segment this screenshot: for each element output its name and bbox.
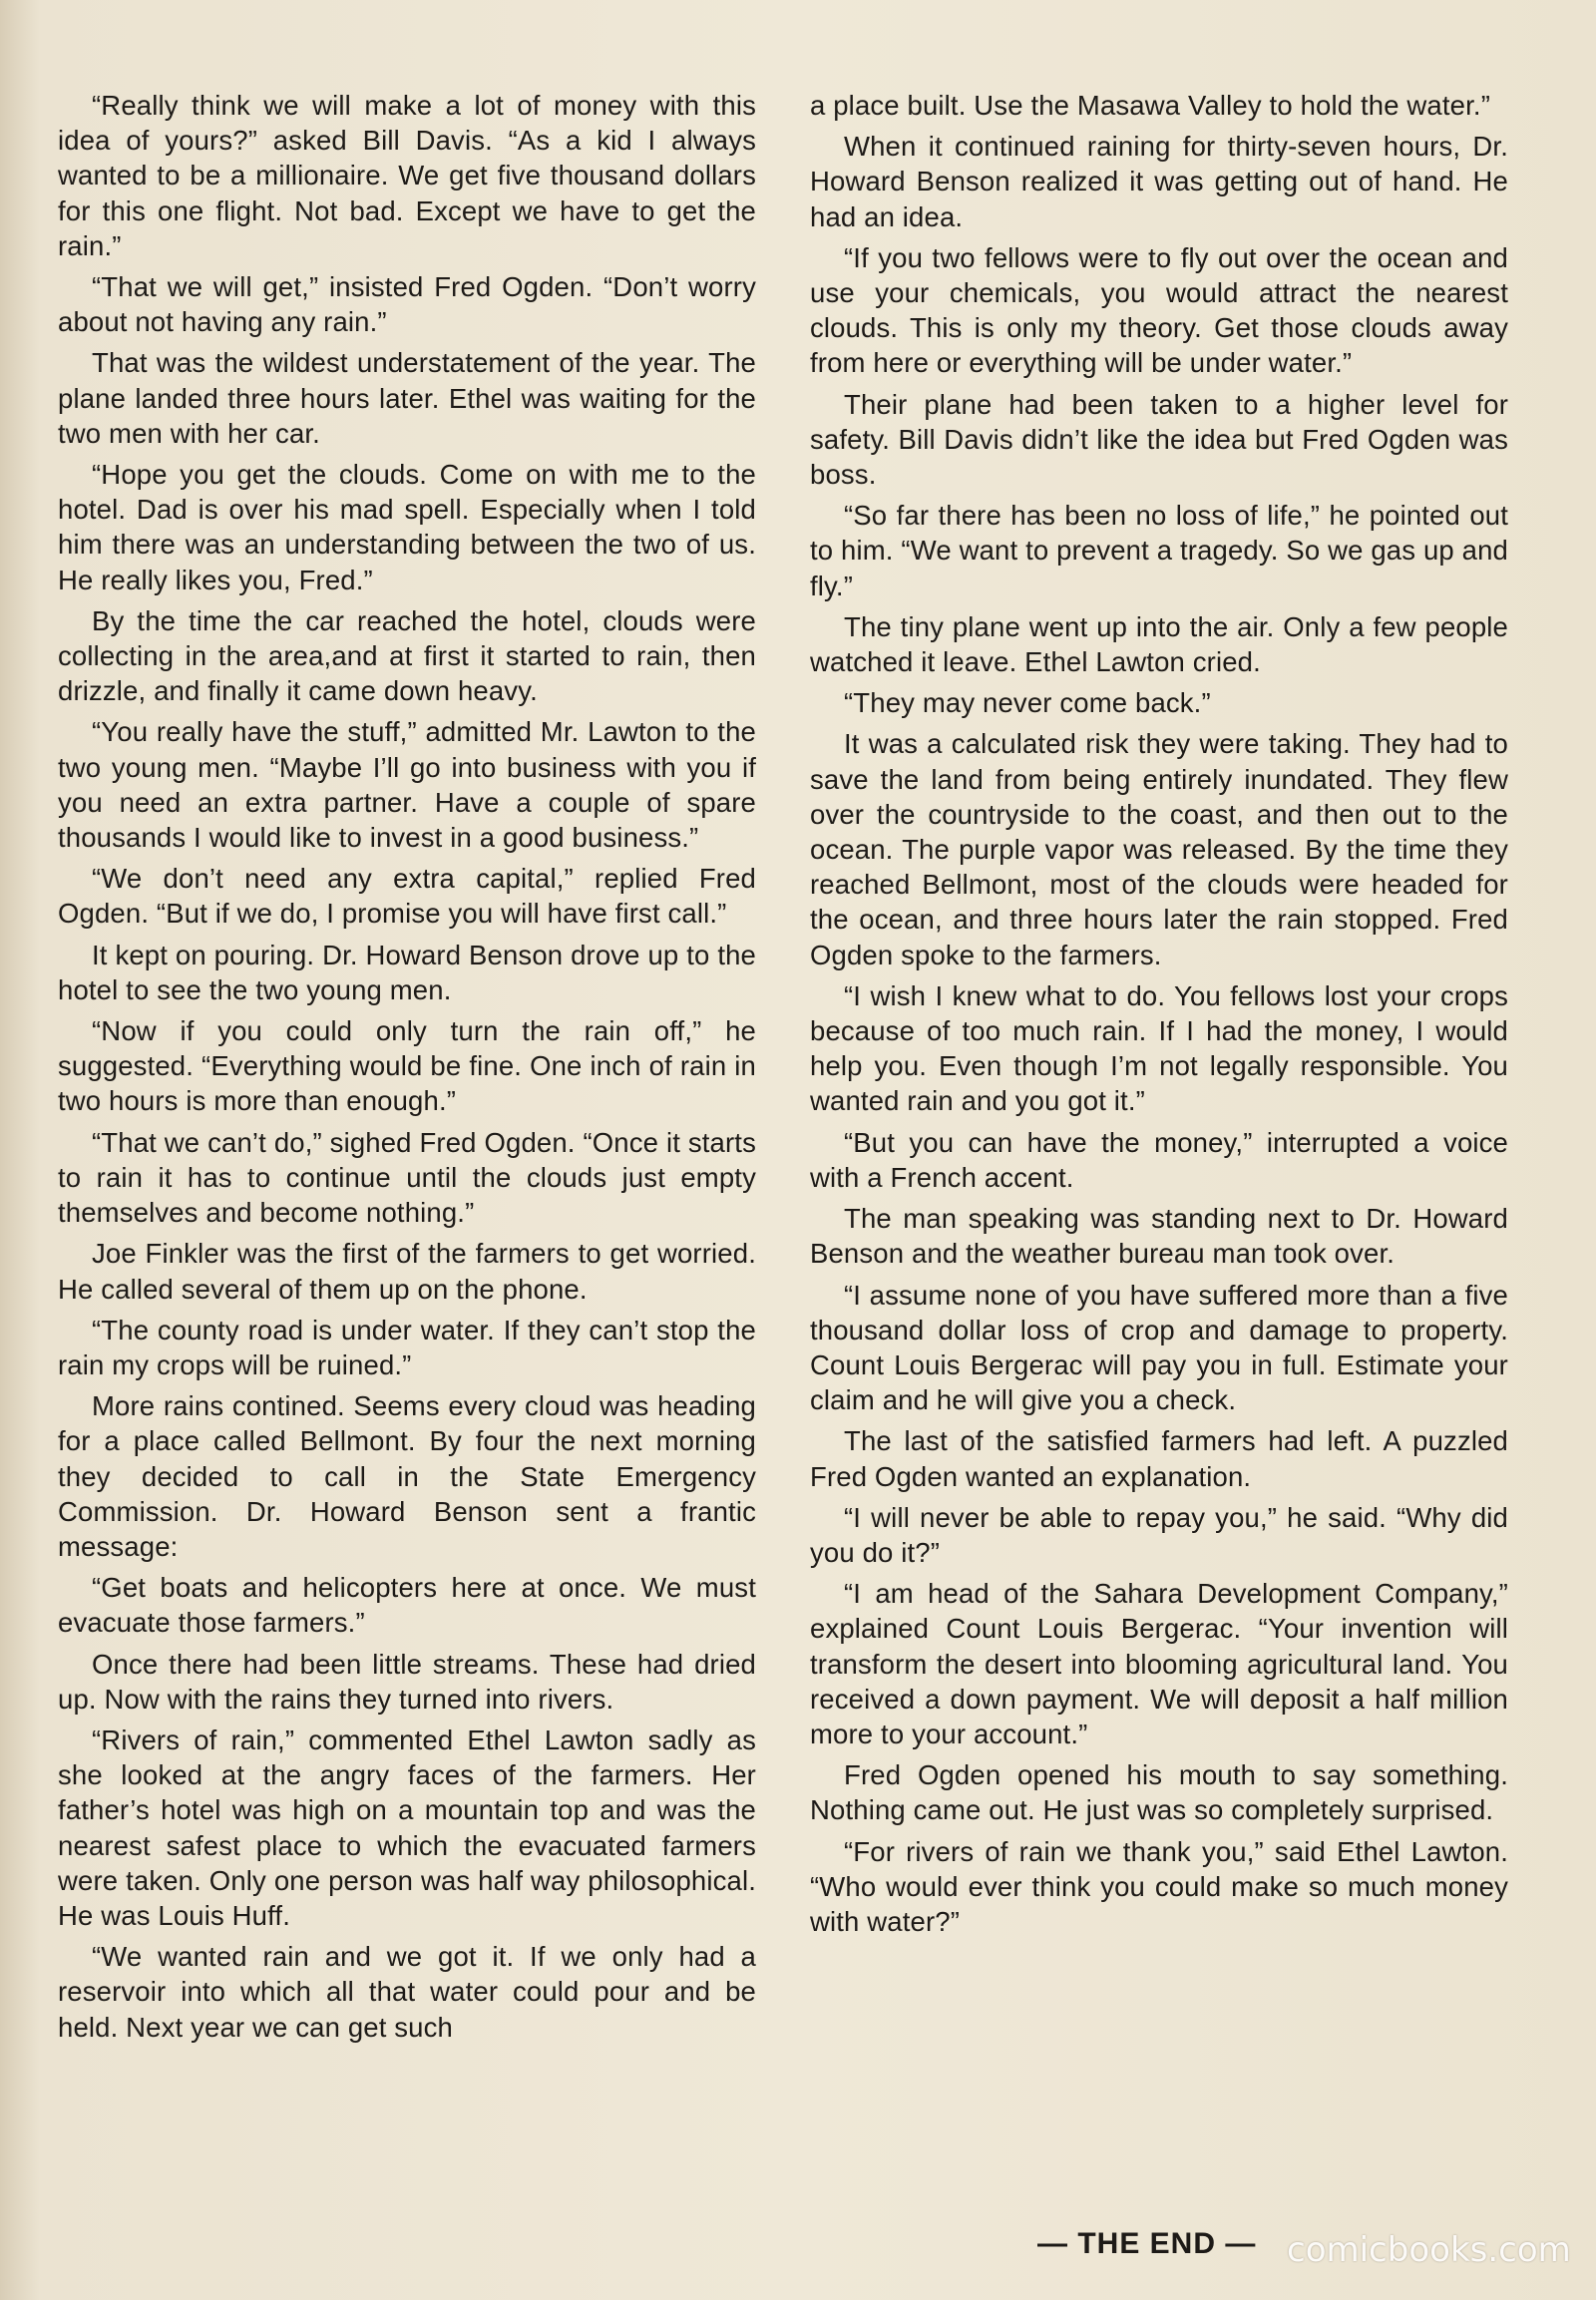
paragraph: “That we will get,” insisted Fred Ogden. “Don’t worry about not having any rain.” bbox=[58, 271, 756, 338]
paragraph: a place built. Use the Masawa Valley to hold the water.” bbox=[810, 90, 1491, 121]
paragraph: Once there had been little streams. These had dried up. Now with the rains they turned into rivers. bbox=[58, 1648, 756, 1715]
paragraph: “I assume none of you have suffered more than a five thousand dollar loss of crop and damage to property. Count Louis Bergerac will pay you in full. Estimate your claim and he will give you a check. bbox=[810, 1279, 1508, 1416]
paragraph: Fred Ogden opened his mouth to say something. Nothing came out. He just was so completely surprised. bbox=[810, 1759, 1508, 1826]
paragraph: It kept on pouring. Dr. Howard Benson drove up to the hotel to see the two young men. bbox=[58, 939, 756, 1005]
paragraph: More rains contined. Seems every cloud was heading for a place called Bellmont. By four the next morning they decided to call in the State Emergency Commission. Dr. Howard Benson sent a frantic message: bbox=[58, 1390, 756, 1562]
paragraph: When it continued raining for thirty-seven hours, Dr. Howard Benson realized it was getting out of hand. He had an idea. bbox=[810, 131, 1508, 232]
paragraph: “I will never be able to repay you,” he said. “Why did you do it?” bbox=[810, 1501, 1508, 1568]
paragraph: “If you two fellows were to fly out over the ocean and use your chemicals, you would attract the nearest clouds. This is only my theory. Get those clouds away from here or everything will be under water.” bbox=[810, 241, 1508, 379]
paragraph: “We wanted rain and we got it. If we only had a reservoir into which all that water could pour and be held. Next year we can get such bbox=[58, 1941, 756, 2043]
paragraph: Joe Finkler was the first of the farmers to get worried. He called several of them up on the phone. bbox=[58, 1238, 756, 1305]
paragraph: “They may never come back.” bbox=[844, 687, 1211, 719]
paragraph: “We don’t need any extra capital,” replied Fred Ogden. “But if we do, I promise you will have first call.” bbox=[58, 863, 756, 930]
paragraph: “You really have the stuff,” admitted Mr. Lawton to the two young men. “Maybe I’ll go into business with you if you need an extra partner. Have a couple of spare thousands I would like to invest in a good business.” bbox=[58, 716, 756, 854]
paragraph: It was a calculated risk they were taking. They had to save the land from being entirely inundated. They flew over the countryside to the coast, and then out to the ocean. The purple vapor was released. By the time they reached Bellmont, most of the clouds were headed for the ocean, and three hours later the rain stopped. Fred Ogden spoke to the farmers. bbox=[810, 728, 1508, 970]
right-text-column bbox=[810, 88, 1508, 1939]
paragraph: Their plane had been taken to a higher level for safety. Bill Davis didn’t like the idea but Fred Ogden was boss. bbox=[810, 388, 1508, 491]
paragraph: “The county road is under water. If they can’t stop the rain my crops will be ruined.” bbox=[58, 1314, 756, 1380]
paragraph: “I am head of the Sahara Development Company,” explained Count Louis Bergerac. “Your invention will transform the desert into blooming agricultural land. You received a down payment. We will deposit a half million more to your account.” bbox=[810, 1578, 1508, 1749]
paragraph: “Rivers of rain,” commented Ethel Lawton sadly as she looked at the angry faces of the farmers. Her father’s hotel was high on a mountain top and was the nearest safest place to which the evacuated farmers were taken. Only one person was half way philosophical. He was Louis Huff. bbox=[58, 1724, 756, 1931]
paragraph: “So far there has been no loss of life,” he pointed out to him. “We want to prevent a tragedy. So we gas up and fly.” bbox=[810, 500, 1508, 601]
paragraph: “Get boats and helicopters here at once. We must evacuate those farmers.” bbox=[58, 1572, 756, 1639]
paragraph: The man speaking was standing next to Dr. Howard Benson and the weather bureau man took over. bbox=[810, 1203, 1508, 1270]
site-watermark: comicbooks.com bbox=[1287, 2230, 1571, 2270]
paragraph: “But you can have the money,” interrupted a voice with a French accent. bbox=[810, 1126, 1508, 1193]
left-text-column bbox=[58, 88, 756, 2045]
paragraph: The tiny plane went up into the air. Only a few people watched it leave. Ethel Lawton cried. bbox=[810, 610, 1508, 678]
paragraph: “Hope you get the clouds. Come on with me to the hotel. Dad is over his mad spell. Especially when I told him there was an understanding between the two of us. He really likes you, Fred.” bbox=[58, 459, 756, 595]
paragraph: “I wish I knew what to do. You fellows lost your crops because of too much rain. If I had the money, I would help you. Even though I’m not legally responsible. You wanted rain and you got it.” bbox=[810, 979, 1508, 1117]
paragraph: “Now if you could only turn the rain off,” he suggested. “Everything would be fine. One inch of rain in two hours is more than enough.” bbox=[58, 1015, 756, 1117]
paragraph: “Really think we will make a lot of money with this idea of yours?” asked Bill Davis. “As a kid I always wanted to be a millionaire. We get five thousand dollars for this one flight. Not bad. Except we have to get the rain.” bbox=[58, 90, 756, 261]
paragraph: “For rivers of rain we thank you,” said Ethel Lawton. “Who would ever think you could make so much money with water?” bbox=[810, 1835, 1508, 1937]
paragraph: By the time the car reached the hotel, clouds were collecting in the area,and at first it started to rain, then drizzle, and finally it came down heavy. bbox=[58, 604, 756, 707]
the-end-mark: — THE END — bbox=[1037, 2227, 1257, 2260]
paragraph: The last of the satisfied farmers had left. A puzzled Fred Ogden wanted an explanation. bbox=[810, 1425, 1508, 1492]
paragraph: “That we can’t do,” sighed Fred Ogden. “Once it starts to rain it has to continue until the clouds just empty themselves and become nothing.” bbox=[58, 1126, 756, 1229]
paragraph: That was the wildest understatement of the year. The plane landed three hours later. Ethel was waiting for the two men with her car. bbox=[58, 347, 756, 449]
